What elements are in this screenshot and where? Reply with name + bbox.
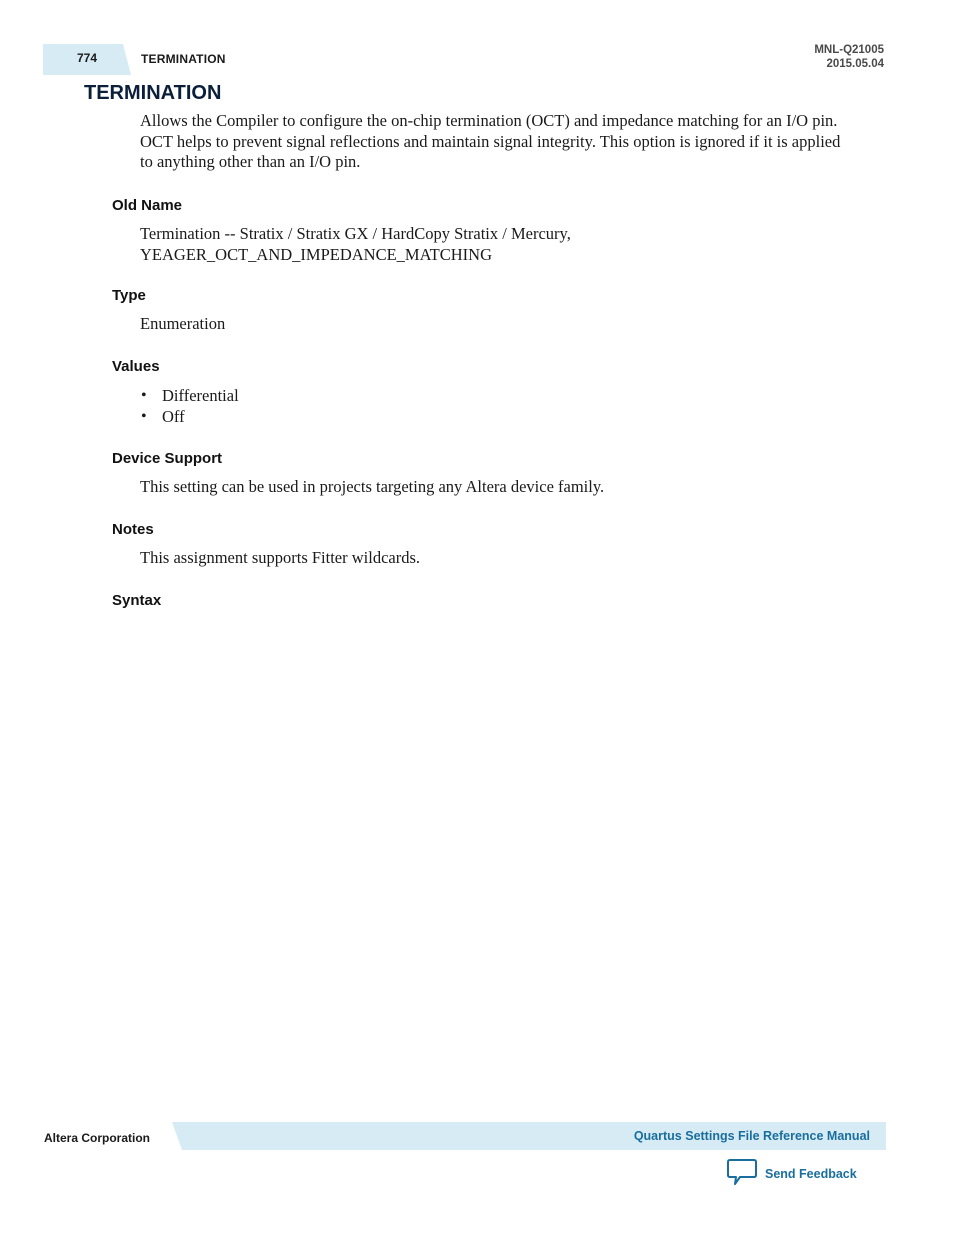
document-id-block bbox=[814, 43, 884, 71]
send-feedback-link[interactable] bbox=[727, 1158, 857, 1190]
old-name-line-1: Termination -- Stratix / Stratix GX / HardCopy Stratix / Mercury, bbox=[140, 224, 571, 243]
type-heading: Type bbox=[112, 287, 146, 304]
page-title: TERMINATION bbox=[84, 82, 222, 104]
bullet-icon: • bbox=[141, 408, 147, 425]
list-item bbox=[140, 385, 239, 406]
value-label: Off bbox=[162, 407, 185, 426]
values-list bbox=[140, 385, 239, 427]
running-title: TERMINATION bbox=[141, 52, 226, 66]
document-date: 2015.05.04 bbox=[826, 58, 884, 70]
old-name-text bbox=[140, 224, 854, 265]
type-text: Enumeration bbox=[140, 314, 226, 333]
device-support-text: This setting can be used in projects targeting any Altera device family. bbox=[140, 477, 605, 496]
notes-heading: Notes bbox=[112, 521, 154, 538]
values-heading: Values bbox=[112, 358, 160, 375]
old-name-heading: Old Name bbox=[112, 197, 183, 214]
bullet-icon: • bbox=[141, 387, 147, 404]
list-item bbox=[140, 406, 239, 427]
old-name-line-2: YEAGER_OCT_AND_IMPEDANCE_MATCHING bbox=[140, 244, 492, 264]
syntax-heading: Syntax bbox=[112, 592, 162, 609]
send-feedback-label: Send Feedback bbox=[765, 1167, 857, 1181]
device-support-heading: Device Support bbox=[112, 450, 223, 467]
document-id: MNL-Q21005 bbox=[814, 44, 884, 56]
value-label: Differential bbox=[162, 386, 239, 405]
manual-title-link[interactable]: Quartus Settings File Reference Manual bbox=[633, 1129, 870, 1143]
intro-paragraph: Allows the Compiler to configure the on-chip termination (OCT) and impedance matching for an I/O pin. OCT helps to prevent signal reflections and maintain signal integrity. This option is ignored if it is applied to anything other than an I/O pin. bbox=[140, 111, 841, 171]
page-number: 774 bbox=[77, 51, 98, 65]
speech-bubble-icon bbox=[727, 1158, 757, 1190]
footer-company: Altera Corporation bbox=[44, 1131, 151, 1145]
notes-text: This assignment supports Fitter wildcards. bbox=[140, 548, 421, 567]
